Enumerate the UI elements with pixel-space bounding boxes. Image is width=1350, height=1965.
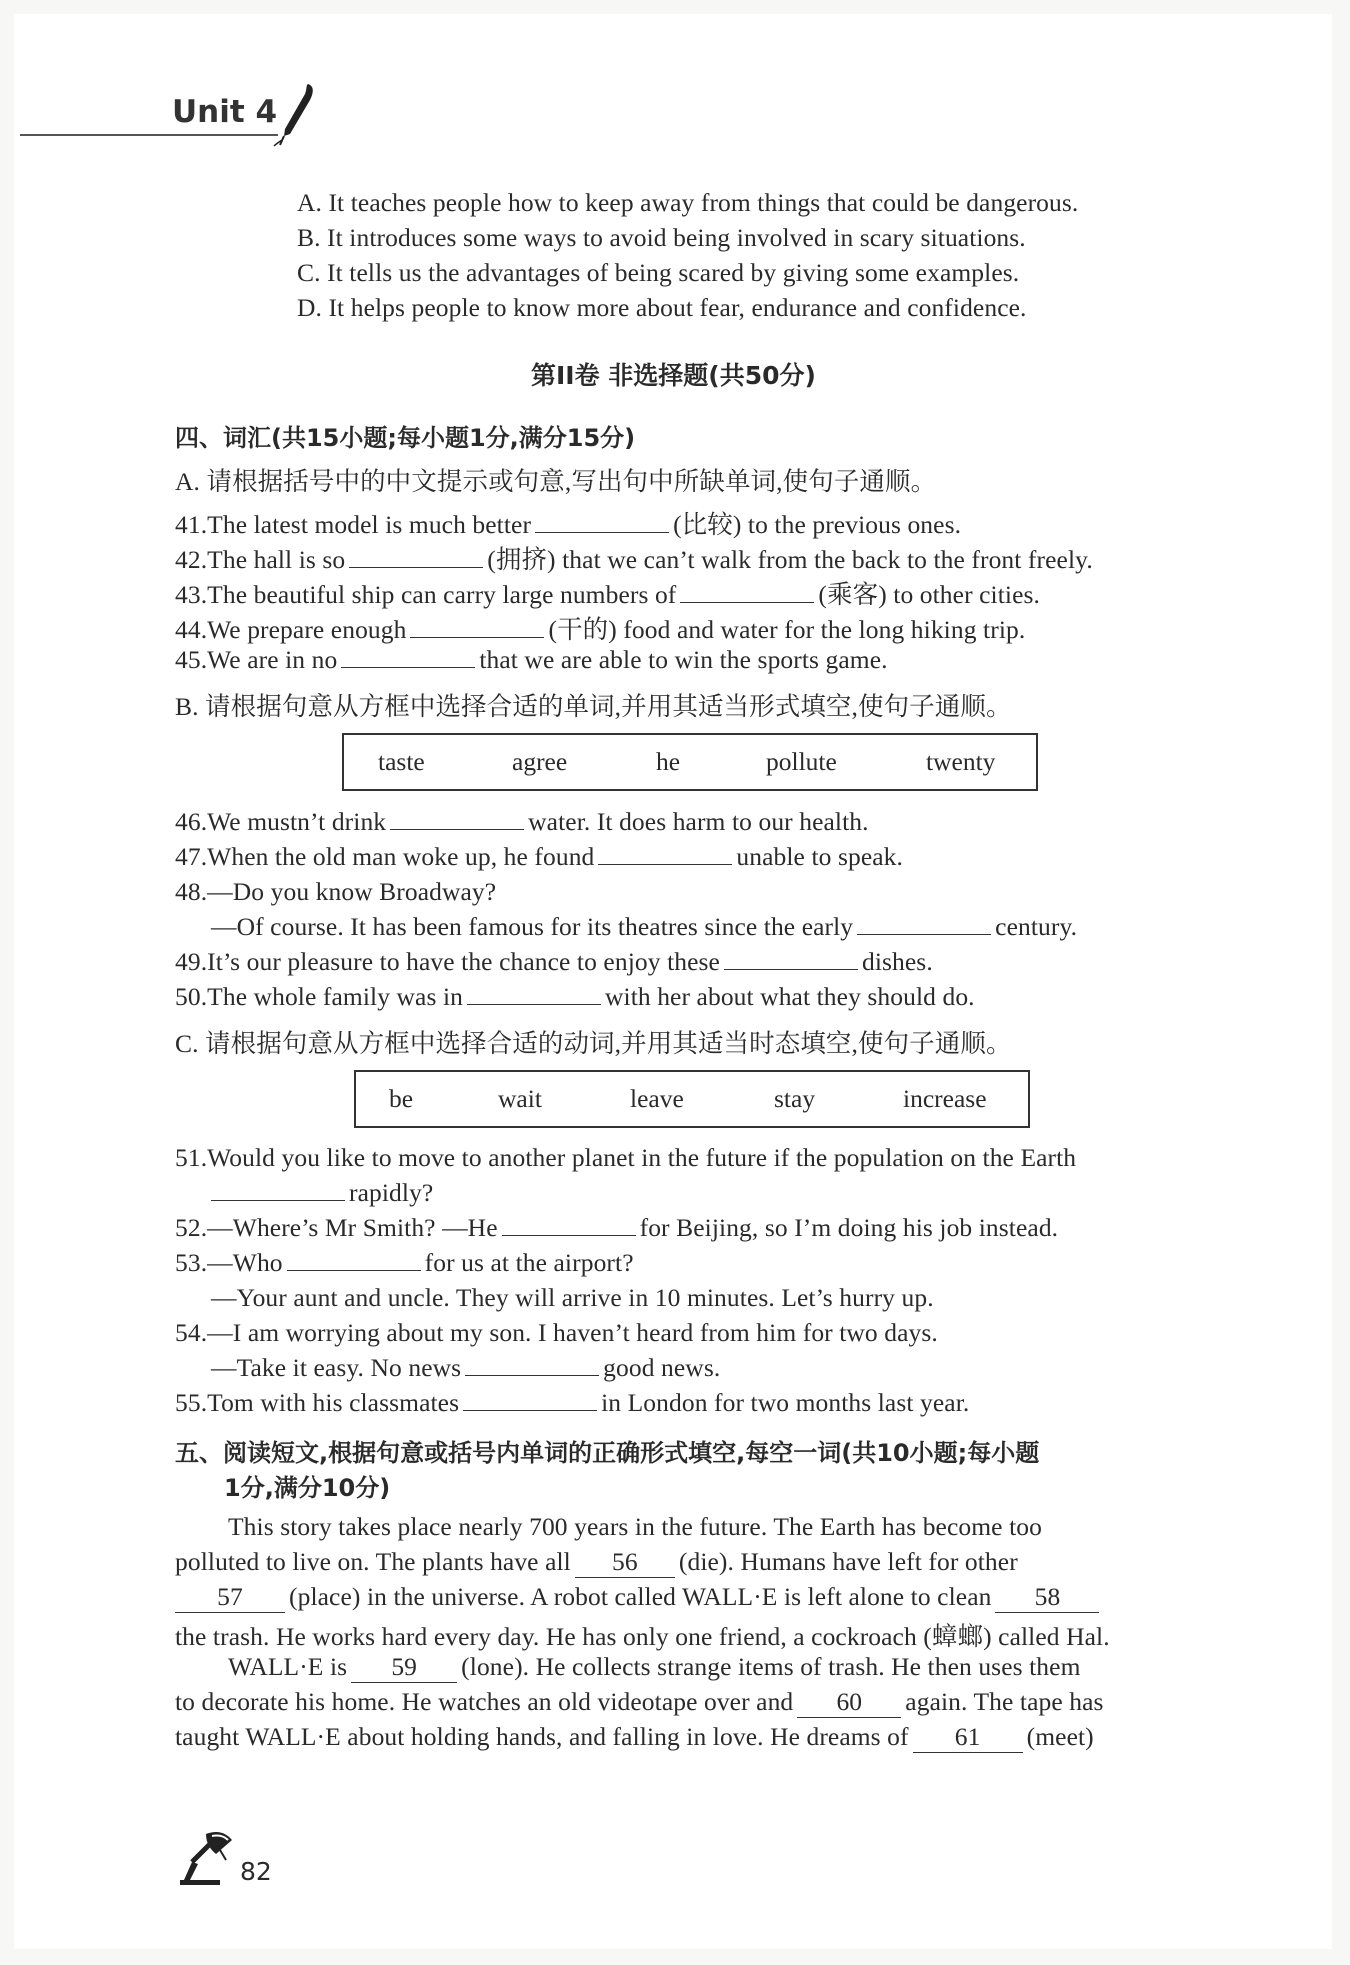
question-48-answer: —Of course. It has been famous for its theatres since the early century.	[211, 912, 1078, 941]
page-number: 82	[240, 1857, 272, 1886]
answer-blank[interactable]	[502, 1213, 636, 1236]
unit-heading: Unit 4	[172, 94, 278, 130]
answer-blank[interactable]	[463, 1388, 597, 1411]
answer-blank[interactable]	[341, 645, 475, 668]
box-word: pollute	[766, 747, 837, 776]
passage-line-3: 57 (place) in the universe. A robot called WALL·E is left alone to clean 58	[175, 1582, 1103, 1613]
answer-blank[interactable]	[724, 947, 858, 970]
part5-title: 五、阅读短文,根据句意或括号内单词的正确形式填空,每空一词(共10小题;每小题	[175, 1439, 1040, 1467]
question-49: 49.It’s our pleasure to have the chance to enjoy these dishes.	[175, 947, 933, 976]
box-word: leave	[630, 1084, 684, 1113]
question-52: 52.—Where’s Mr Smith? —He for Beijing, so I’m doing his job instead.	[175, 1213, 1059, 1242]
box-word: increase	[903, 1084, 987, 1113]
question-46: 46.We mustn’t drink water. It does harm to our health.	[175, 807, 869, 836]
answer-blank[interactable]	[465, 1353, 599, 1376]
question-47: 47.When the old man woke up, he found unable to speak.	[175, 842, 903, 871]
question-51-cont: rapidly?	[211, 1178, 433, 1208]
question-54: 54.—I am worrying about my son. I haven’t heard from him for two days.	[175, 1318, 938, 1347]
numbered-blank-61[interactable]: 61	[913, 1722, 1023, 1753]
passage-line-6: to decorate his home. He watches an old videotape over and 60 again. The tape has	[175, 1687, 1104, 1716]
answer-blank[interactable]	[857, 912, 991, 935]
question-44: 44.We prepare enough (干的) food and water for the long hiking trip.	[175, 615, 1026, 644]
answer-blank[interactable]	[410, 615, 544, 638]
answer-blank[interactable]	[467, 982, 601, 1005]
question-41: 41.The latest model is much better (比较) to the previous ones.	[175, 510, 962, 539]
box-word: taste	[378, 747, 425, 776]
passage-line-2: polluted to live on. The plants have all 56 (die). Humans have left for other	[175, 1547, 1018, 1576]
part4-title: 四、词汇(共15小题;每小题1分,满分15分)	[175, 424, 636, 452]
part4-c-instruction: C. 请根据句意从方框中选择合适的动词,并用其适当时态填空,使句子通顺。	[175, 1029, 1012, 1058]
option-a: A. It teaches people how to keep away from things that could be dangerous.	[297, 188, 1079, 217]
part4-a-instruction: A. 请根据括号中的中文提示或句意,写出句中所缺单词,使句子通顺。	[175, 467, 937, 496]
answer-blank[interactable]	[598, 842, 732, 865]
passage-line-7: taught WALL·E about holding hands, and falling in love. He dreams of 61 (meet)	[175, 1722, 1094, 1751]
numbered-blank-56[interactable]: 56	[575, 1547, 675, 1578]
option-c: C. It tells us the advantages of being scared by giving some examples.	[297, 258, 1020, 287]
pen-icon	[272, 82, 318, 148]
answer-blank[interactable]	[535, 510, 669, 533]
answer-blank[interactable]	[287, 1248, 421, 1271]
numbered-blank-59[interactable]: 59	[351, 1652, 457, 1683]
part4-b-instruction: B. 请根据句意从方框中选择合适的单词,并用其适当形式填空,使句子通顺。	[175, 692, 1012, 721]
question-50: 50.The whole family was in with her about what they should do.	[175, 982, 975, 1011]
question-48: 48.—Do you know Broadway?	[175, 877, 497, 906]
word-box-b	[342, 733, 1038, 791]
numbered-blank-60[interactable]: 60	[797, 1687, 901, 1718]
box-word: be	[389, 1084, 414, 1113]
part5-title-cont: 1分,满分10分)	[224, 1474, 391, 1502]
box-word: he	[656, 747, 681, 776]
answer-blank[interactable]	[349, 545, 483, 568]
box-word: stay	[774, 1084, 816, 1113]
option-d: D. It helps people to know more about fear, endurance and confidence.	[297, 293, 1027, 322]
answer-blank[interactable]	[211, 1178, 345, 1201]
box-word: wait	[498, 1084, 542, 1113]
question-53-answer: —Your aunt and uncle. They will arrive in 10 minutes. Let’s hurry up.	[211, 1283, 934, 1312]
header-rule	[20, 134, 278, 136]
question-42: 42.The hall is so (拥挤) that we can’t walk from the back to the front freely.	[175, 545, 1093, 574]
passage-line-5: WALL·E is 59 (lone). He collects strange items of trash. He then uses them	[228, 1652, 1081, 1681]
passage-line-1: This story takes place nearly 700 years in the future. The Earth has become too	[228, 1512, 1042, 1541]
word-box-c	[354, 1070, 1030, 1128]
reading-lamp-icon	[176, 1826, 238, 1888]
answer-blank[interactable]	[390, 807, 524, 830]
option-b: B. It introduces some ways to avoid being involved in scary situations.	[297, 223, 1026, 252]
question-55: 55.Tom with his classmates in London for two months last year.	[175, 1388, 970, 1417]
section-title: 第II卷 非选择题(共50分)	[531, 361, 816, 390]
box-word: twenty	[926, 747, 996, 776]
question-45: 45.We are in no that we are able to win the sports game.	[175, 645, 888, 674]
question-51: 51.Would you like to move to another planet in the future if the population on the Earth	[175, 1143, 1077, 1172]
answer-blank[interactable]	[680, 580, 814, 603]
question-53: 53.—Who for us at the airport?	[175, 1248, 634, 1277]
question-54-answer: —Take it easy. No news good news.	[211, 1353, 721, 1382]
numbered-blank-57[interactable]: 57	[175, 1582, 285, 1613]
passage-line-4: the trash. He works hard every day. He has only one friend, a cockroach (蟑螂) called Hal.	[175, 1622, 1110, 1651]
question-43: 43.The beautiful ship can carry large numbers of (乘客) to other cities.	[175, 580, 1041, 609]
box-word: agree	[512, 747, 568, 776]
numbered-blank-58[interactable]: 58	[995, 1582, 1099, 1613]
